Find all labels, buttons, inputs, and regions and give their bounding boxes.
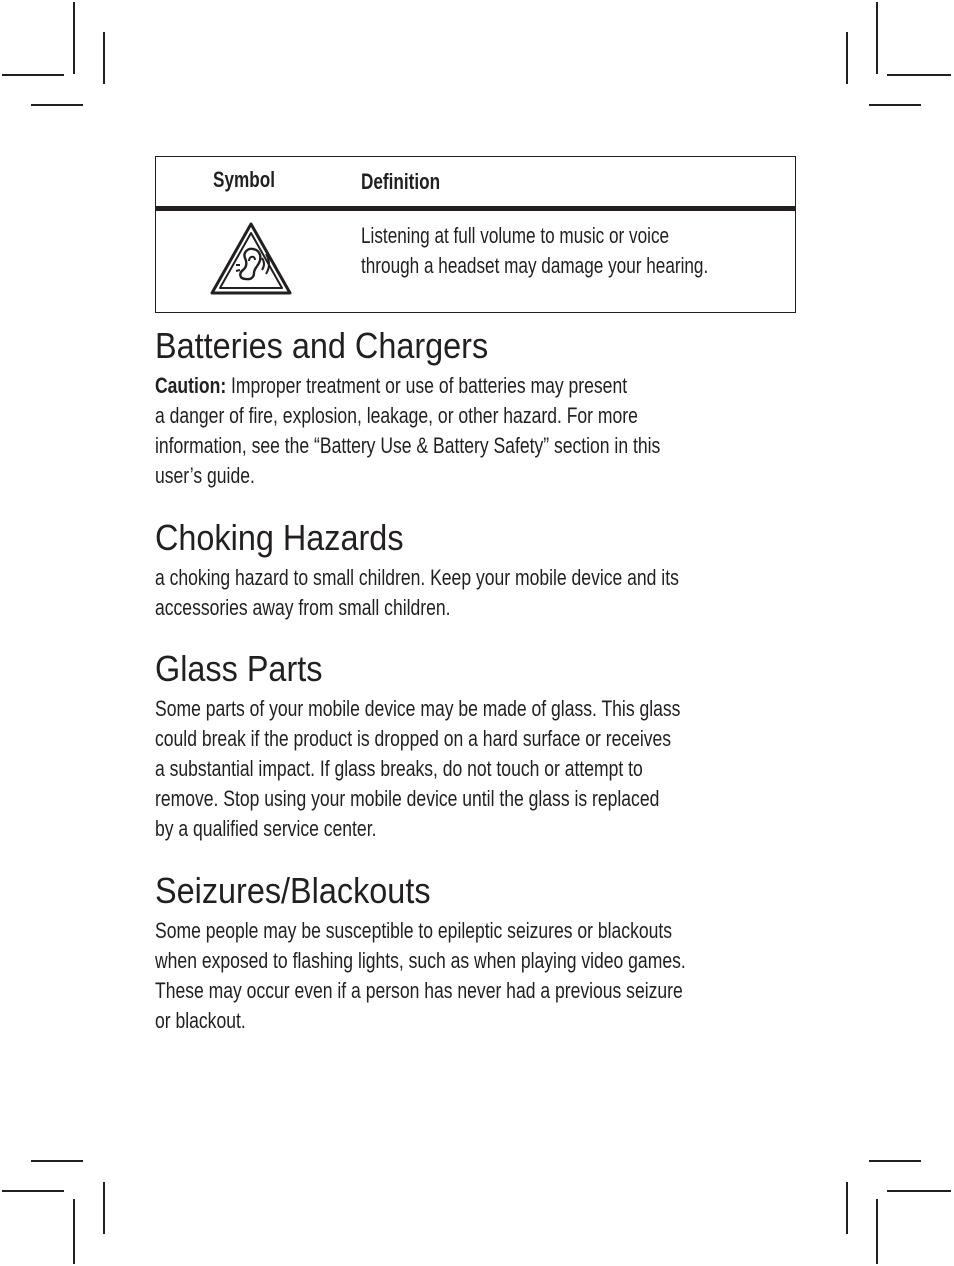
table-header-divider [156,206,795,211]
section-heading: Seizures/Blackouts [155,870,431,911]
crop-mark [887,1190,951,1192]
section-heading: Choking Hazards [155,517,404,558]
body-line: information, see the “Battery Use & Battery Safety” section in this [155,433,661,458]
crop-mark [31,104,83,106]
body-line: user’s guide. [155,463,255,488]
section-choking-hazards [155,517,954,623]
caution-label: Caution: [155,373,227,398]
section-heading: Batteries and Chargers [155,325,489,366]
hearing-damage-warning-icon [209,221,293,297]
crop-mark [31,1160,83,1162]
crop-mark [887,74,951,76]
crop-mark [876,1199,878,1264]
crop-mark [2,1190,64,1192]
body-line: by a qualified service center. [155,816,377,841]
body-line: Improper treatment or use of batteries may present [231,373,628,398]
crop-mark [103,1182,105,1234]
crop-mark [869,104,921,106]
section-body [155,694,795,844]
section-body [155,563,795,623]
body-line: or blackout. [155,1008,246,1033]
body-line: a choking hazard to small children. Keep your mobile device and its [155,565,679,590]
section-body [155,916,795,1036]
body-line: a substantial impact. If glass breaks, do not touch or attempt to [155,756,643,781]
definition-text [361,221,798,281]
body-line: Some parts of your mobile device may be made of glass. This glass [155,696,681,721]
body-line: These may occur even if a person has never had a previous seizure [155,978,683,1003]
crop-mark [73,2,75,74]
body-line: could break if the product is dropped on a hard surface or receives [155,726,672,751]
table-header-definition: Definition [361,169,441,194]
section-batteries-and-chargers [155,325,954,491]
crop-mark [869,1160,921,1162]
symbol-definition-table [155,156,796,313]
section-glass-parts [155,648,954,844]
body-line: accessories away from small children. [155,595,451,620]
section-body [155,371,795,491]
crop-mark [846,1182,848,1234]
crop-mark [103,32,105,84]
definition-line: through a headset may damage your hearing. [361,253,709,278]
body-line: Some people may be susceptible to epileptic seizures or blackouts [155,918,673,943]
section-heading: Glass Parts [155,648,323,689]
crop-mark [2,74,64,76]
body-line: remove. Stop using your mobile device until the glass is replaced [155,786,660,811]
body-line: a danger of fire, explosion, leakage, or other hazard. For more [155,403,638,428]
body-line: when exposed to flashing lights, such as when playing video games. [155,948,686,973]
section-seizures-blackouts [155,870,954,1036]
table-header-symbol: Symbol [213,167,275,192]
definition-line: Listening at full volume to music or voice [361,223,670,248]
crop-mark [73,1199,75,1264]
crop-mark [876,2,878,74]
crop-mark [846,32,848,84]
